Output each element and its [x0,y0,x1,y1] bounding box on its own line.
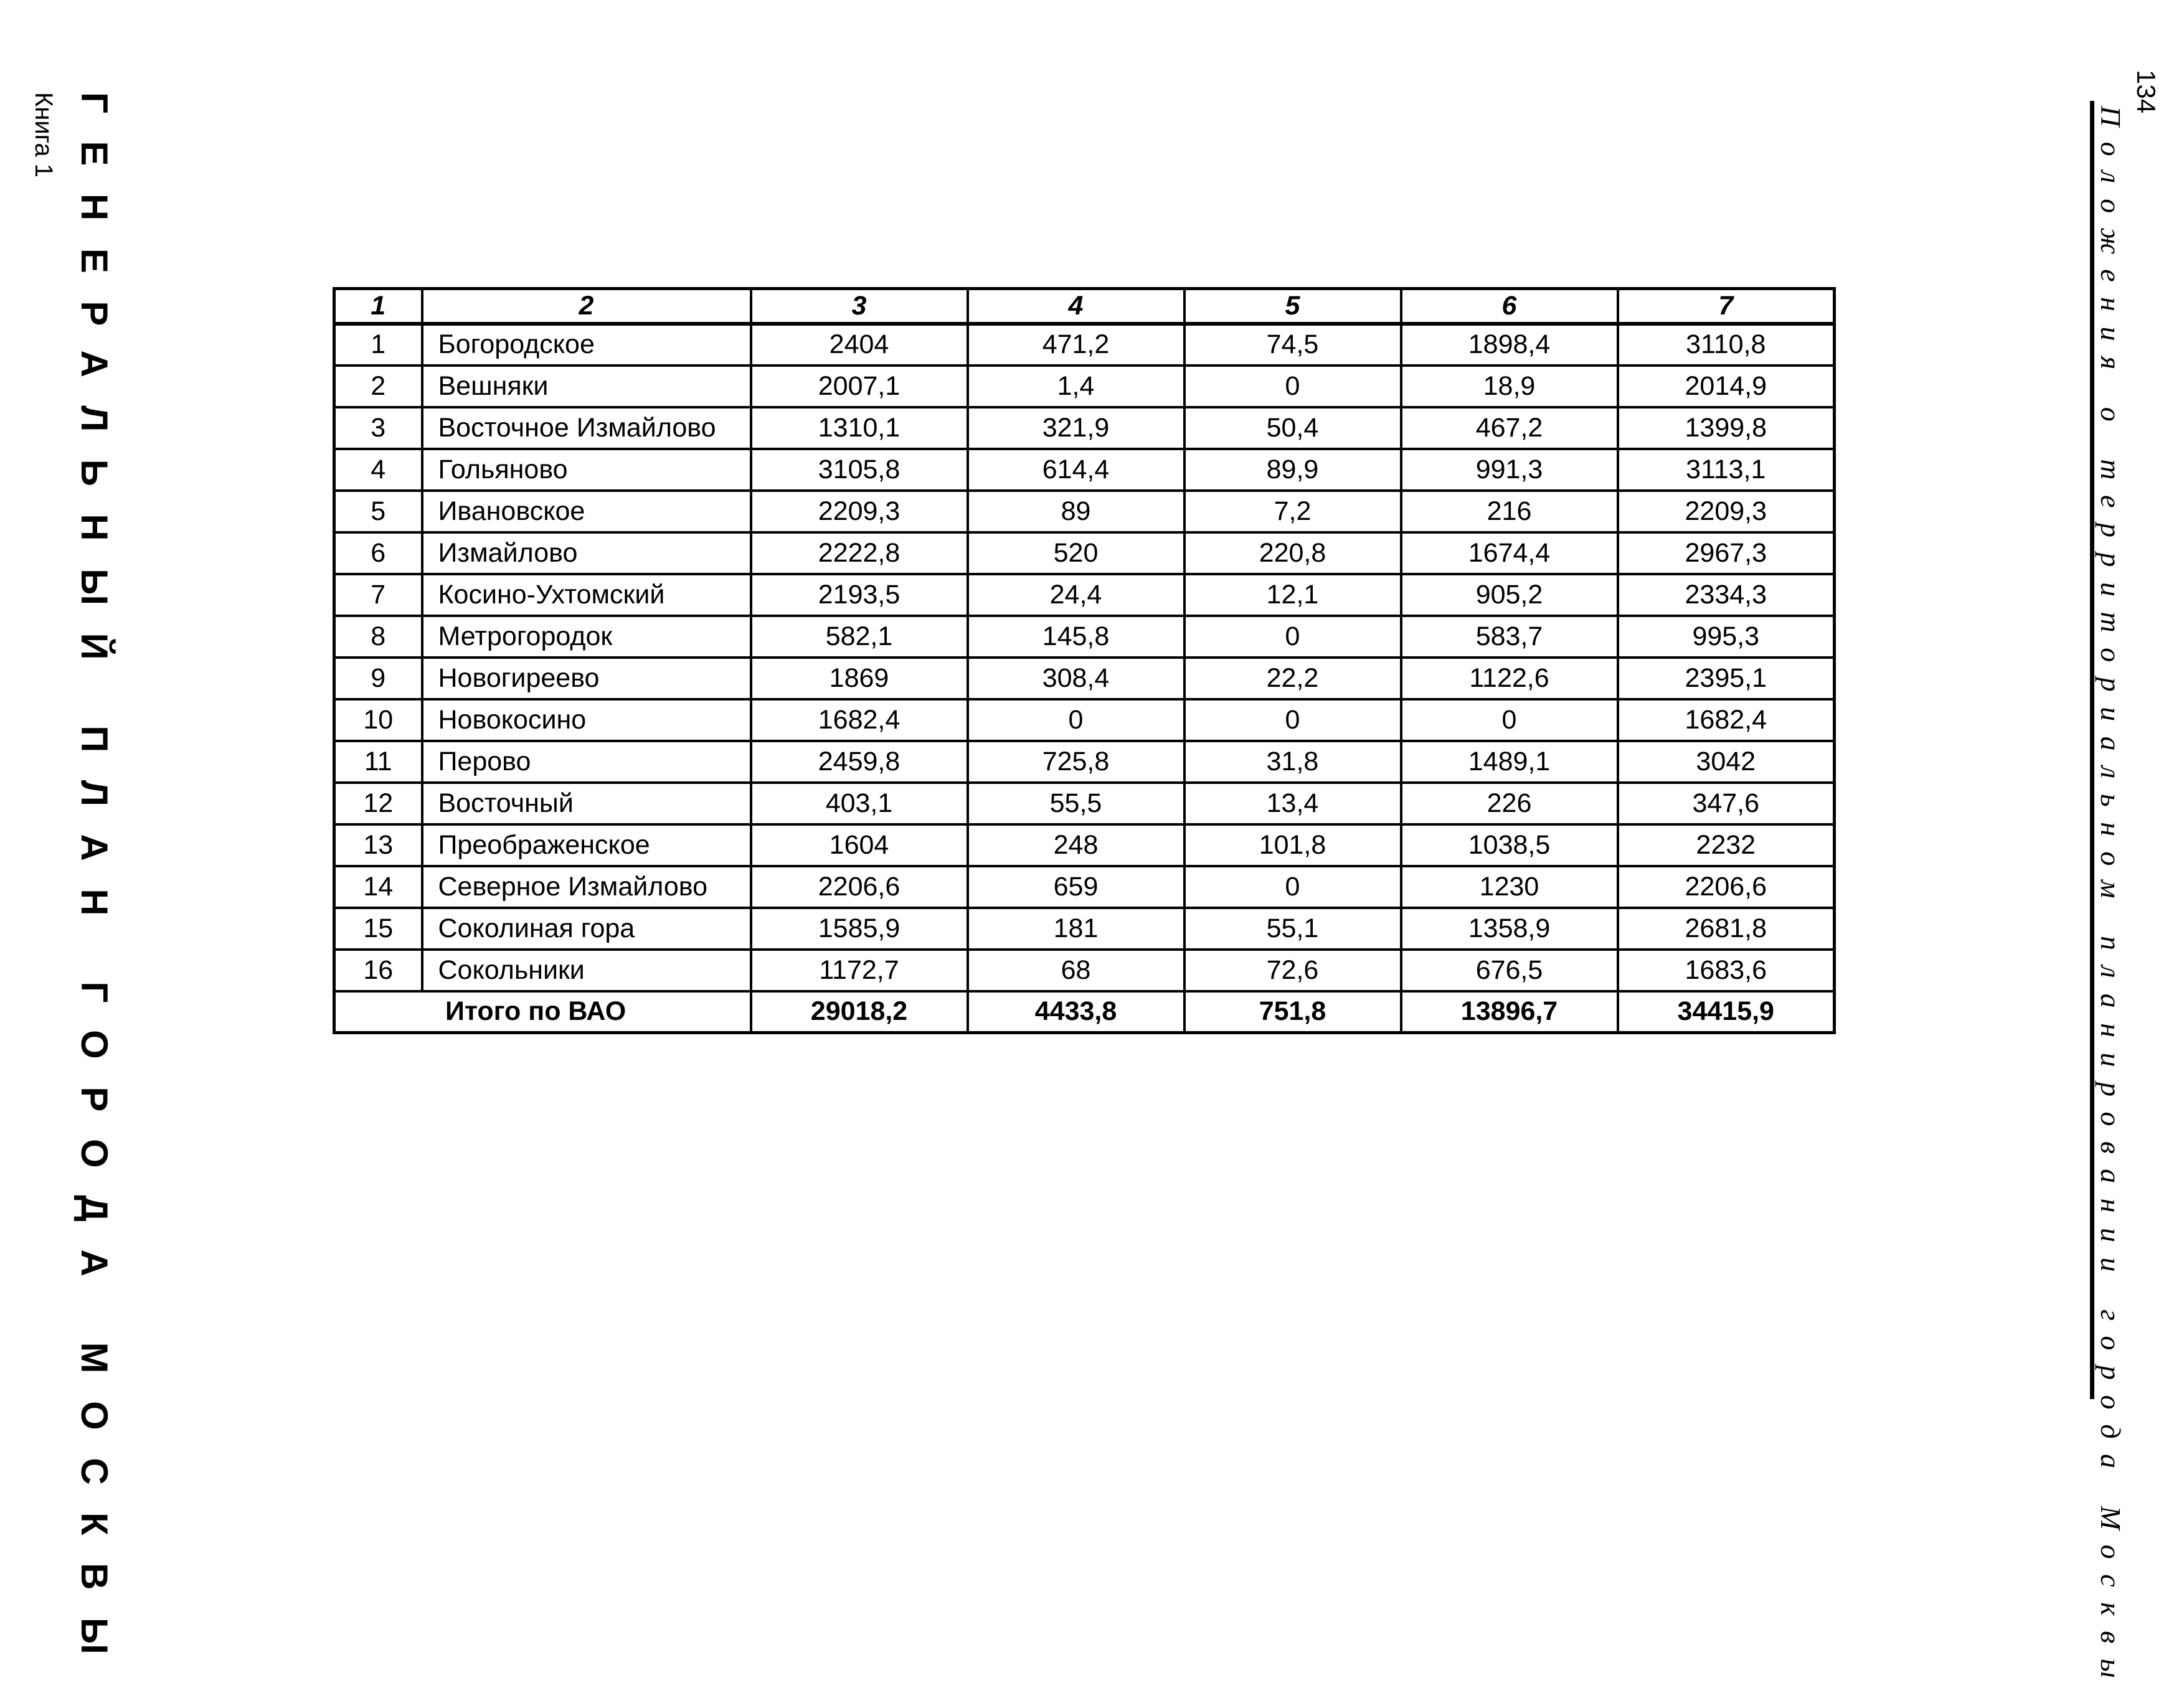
value-cell: 3110,8 [1618,324,1835,365]
value-cell: 2007,1 [751,365,968,407]
table-row [334,783,1835,824]
value-cell: 467,2 [1401,407,1618,449]
column-header: 4 [968,289,1184,324]
value-cell: 676,5 [1401,950,1618,991]
table-row [334,866,1835,908]
value-cell: 13,4 [1184,783,1401,824]
total-cell: 751,8 [1184,991,1401,1033]
district-name-cell: Сокольники [422,950,751,991]
value-cell: 24,4 [968,574,1184,616]
row-number-cell: 15 [334,908,422,950]
column-header: 7 [1618,289,1835,324]
value-cell: 403,1 [751,783,968,824]
value-cell: 0 [1184,866,1401,908]
table-row [334,699,1835,741]
row-number-cell: 2 [334,365,422,407]
total-cell: 13896,7 [1401,991,1618,1033]
value-cell: 995,3 [1618,616,1835,658]
value-cell: 1682,4 [1618,699,1835,741]
district-name-cell: Косино-Ухтомский [422,574,751,616]
district-name-cell: Северное Измайлово [422,866,751,908]
value-cell: 0 [1184,699,1401,741]
value-cell: 725,8 [968,741,1184,783]
value-cell: 2681,8 [1618,908,1835,950]
value-cell: 12,1 [1184,574,1401,616]
document-section-title: Положения о территориальном планировании города Москвы [2095,106,2127,1693]
row-number-cell: 10 [334,699,422,741]
district-name-cell: Ивановское [422,491,751,532]
value-cell: 308,4 [968,658,1184,699]
value-cell: 321,9 [968,407,1184,449]
value-cell: 0 [968,699,1184,741]
value-cell: 68 [968,950,1184,991]
district-name-cell: Богородское [422,324,751,365]
district-name-cell: Соколиная гора [422,908,751,950]
value-cell: 2014,9 [1618,365,1835,407]
row-number-cell: 12 [334,783,422,824]
row-number-cell: 4 [334,449,422,491]
total-label: Итого по ВАО [334,991,751,1033]
value-cell: 50,4 [1184,407,1401,449]
document-series-title: ГЕНЕРАЛЬНЫЙ ПЛАН ГОРОДА МОСКВЫ [73,92,115,1682]
district-name-cell: Восточное Измайлово [422,407,751,449]
table-row [334,365,1835,407]
value-cell: 1683,6 [1618,950,1835,991]
table-row [334,407,1835,449]
value-cell: 1898,4 [1401,324,1618,365]
book-label: Книга 1 [30,92,57,178]
value-cell: 2206,6 [751,866,968,908]
value-cell: 22,2 [1184,658,1401,699]
value-cell: 1358,9 [1401,908,1618,950]
row-number-cell: 6 [334,532,422,574]
value-cell: 1122,6 [1401,658,1618,699]
value-cell: 1682,4 [751,699,968,741]
value-cell: 1489,1 [1401,741,1618,783]
row-number-cell: 8 [334,616,422,658]
value-cell: 89 [968,491,1184,532]
value-cell: 2206,6 [1618,866,1835,908]
value-cell: 2193,5 [751,574,968,616]
page-number: 134 [2132,70,2161,114]
district-name-cell: Метрогородок [422,616,751,658]
value-cell: 583,7 [1401,616,1618,658]
district-name-cell: Вешняки [422,365,751,407]
value-cell: 520 [968,532,1184,574]
value-cell: 7,2 [1184,491,1401,532]
value-cell: 3113,1 [1618,449,1835,491]
value-cell: 2967,3 [1618,532,1835,574]
district-name-cell: Новокосино [422,699,751,741]
table-row [334,532,1835,574]
value-cell: 2404 [751,324,968,365]
row-number-cell: 1 [334,324,422,365]
district-name-cell: Гольяново [422,449,751,491]
value-cell: 89,9 [1184,449,1401,491]
value-cell: 1038,5 [1401,824,1618,866]
total-cell: 29018,2 [751,991,968,1033]
value-cell: 582,1 [751,616,968,658]
value-cell: 0 [1401,699,1618,741]
row-number-cell: 7 [334,574,422,616]
value-cell: 471,2 [968,324,1184,365]
value-cell: 1604 [751,824,968,866]
value-cell: 74,5 [1184,324,1401,365]
total-cell: 4433,8 [968,991,1184,1033]
value-cell: 1310,1 [751,407,968,449]
value-cell: 145,8 [968,616,1184,658]
value-cell: 2209,3 [1618,491,1835,532]
row-number-cell: 9 [334,658,422,699]
district-name-cell: Новогиреево [422,658,751,699]
value-cell: 2232 [1618,824,1835,866]
value-cell: 101,8 [1184,824,1401,866]
value-cell: 905,2 [1401,574,1618,616]
table-row [334,491,1835,532]
value-cell: 1230 [1401,866,1618,908]
district-name-cell: Преображенское [422,824,751,866]
value-cell: 226 [1401,783,1618,824]
row-number-cell: 5 [334,491,422,532]
table-row [334,658,1835,699]
row-number-cell: 11 [334,741,422,783]
district-name-cell: Перово [422,741,751,783]
value-cell: 1585,9 [751,908,968,950]
total-row [334,991,1835,1033]
table-row [334,616,1835,658]
value-cell: 216 [1401,491,1618,532]
total-cell: 34415,9 [1618,991,1835,1033]
value-cell: 72,6 [1184,950,1401,991]
value-cell: 55,1 [1184,908,1401,950]
value-cell: 1,4 [968,365,1184,407]
table-row [334,449,1835,491]
table-header-row [334,289,1835,324]
value-cell: 3042 [1618,741,1835,783]
value-cell: 55,5 [968,783,1184,824]
row-number-cell: 16 [334,950,422,991]
row-number-cell: 14 [334,866,422,908]
value-cell: 181 [968,908,1184,950]
value-cell: 2222,8 [751,532,968,574]
column-header: 3 [751,289,968,324]
value-cell: 248 [968,824,1184,866]
table-row [334,908,1835,950]
table-row [334,950,1835,991]
column-header: 1 [334,289,422,324]
value-cell: 1399,8 [1618,407,1835,449]
row-number-cell: 13 [334,824,422,866]
value-cell: 31,8 [1184,741,1401,783]
column-header: 6 [1401,289,1618,324]
value-cell: 614,4 [968,449,1184,491]
column-header: 2 [422,289,751,324]
value-cell: 1674,4 [1401,532,1618,574]
table-row [334,324,1835,365]
value-cell: 2459,8 [751,741,968,783]
value-cell: 1869 [751,658,968,699]
value-cell: 347,6 [1618,783,1835,824]
table-row [334,741,1835,783]
table-row [334,574,1835,616]
value-cell: 1172,7 [751,950,968,991]
value-cell: 0 [1184,365,1401,407]
value-cell: 659 [968,866,1184,908]
value-cell: 220,8 [1184,532,1401,574]
table-row [334,824,1835,866]
district-name-cell: Измайлово [422,532,751,574]
value-cell: 2395,1 [1618,658,1835,699]
row-number-cell: 3 [334,407,422,449]
header-rule [2090,101,2094,1399]
value-cell: 0 [1184,616,1401,658]
value-cell: 18,9 [1401,365,1618,407]
column-header: 5 [1184,289,1401,324]
value-cell: 991,3 [1401,449,1618,491]
value-cell: 2209,3 [751,491,968,532]
value-cell: 3105,8 [751,449,968,491]
district-data-table [333,287,1836,1034]
value-cell: 2334,3 [1618,574,1835,616]
district-name-cell: Восточный [422,783,751,824]
